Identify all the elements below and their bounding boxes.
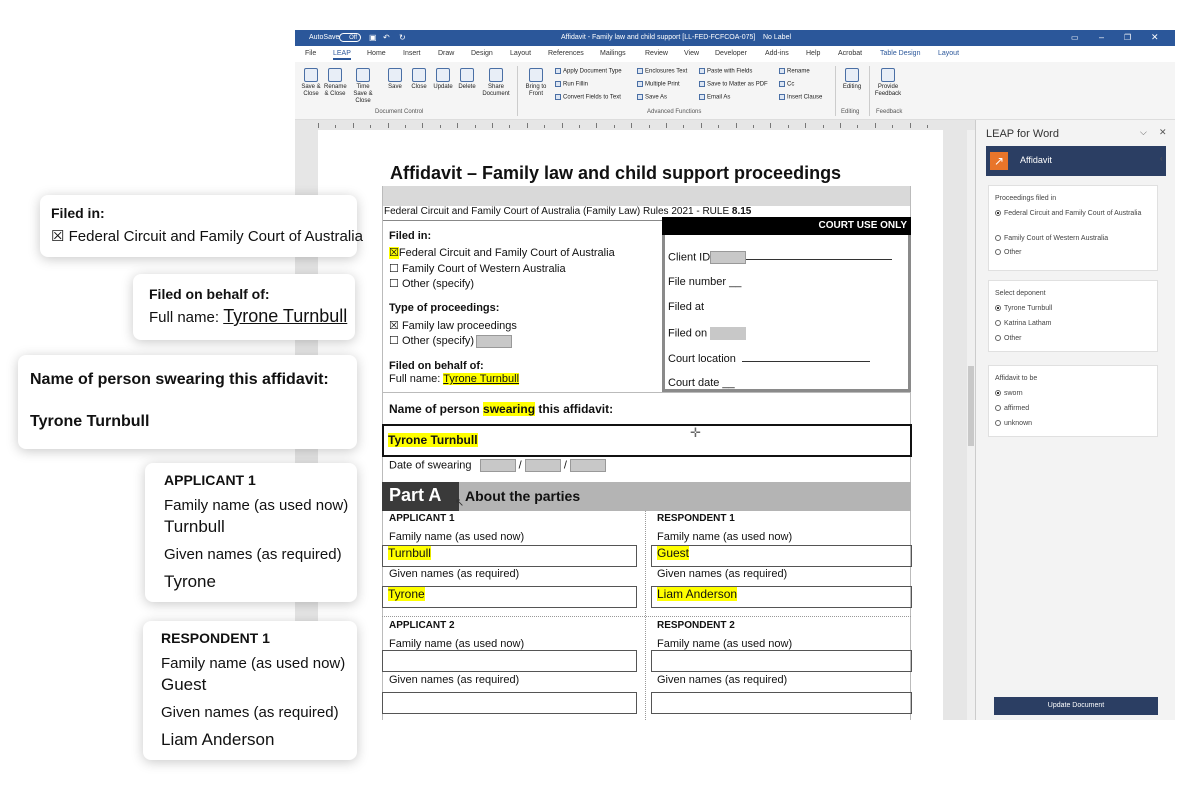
fullname-field[interactable]: Tyrone Turnbull (443, 373, 520, 385)
ruler-tick (770, 123, 771, 128)
tab-table-layout[interactable]: Layout (938, 50, 960, 57)
convert-fields-label: Convert Fields to Text (563, 94, 621, 101)
court-option-fcwa[interactable] (389, 262, 566, 275)
close-doc-icon (412, 68, 426, 82)
ruler-tick (527, 123, 528, 128)
app1-family-value (388, 546, 431, 560)
email-as-label: Email As (707, 94, 731, 101)
ruler-tick (736, 123, 737, 128)
rules-line (384, 206, 751, 217)
res1-given-text: Liam Anderson (657, 587, 738, 601)
radio-icon[interactable] (995, 320, 1001, 326)
type-option-family[interactable] (389, 319, 517, 332)
ribbon (295, 62, 1175, 120)
respondent2-heading: RESPONDENT 2 (657, 620, 735, 631)
ribbon-separator (835, 66, 836, 116)
tab-view[interactable]: View (684, 50, 700, 57)
pdf-icon (699, 81, 705, 87)
tab-references[interactable]: References (548, 50, 584, 57)
provide-feedback-button[interactable] (873, 68, 903, 98)
tab-home[interactable]: Home (367, 50, 386, 57)
ruler-tick (805, 123, 806, 128)
document-title: Affidavit - Family law and child support [LL-FED-FCFCOA-075] (561, 34, 756, 41)
rename-close-button[interactable] (324, 68, 346, 98)
tab-add-ins[interactable]: Add-ins (765, 50, 789, 57)
cc-label: Cc (787, 81, 795, 88)
proceedings-option-label: Family Court of Western Australia (1004, 235, 1109, 242)
pane-close-icon[interactable]: ✕ (1159, 127, 1167, 137)
pane-header (986, 146, 1166, 176)
paste-fields-button[interactable] (699, 68, 752, 75)
rename-close-label: Rename & Close (324, 84, 347, 97)
callout-behalf-value (149, 306, 347, 327)
ruler-tick (892, 125, 893, 128)
leap-logo-icon: ↗ (990, 152, 1008, 170)
update-document-button[interactable]: Update Document (994, 697, 1158, 715)
app2-given-label: Given names (as required) (389, 674, 520, 686)
save-pdf-button[interactable] (699, 81, 768, 88)
tab-review[interactable]: Review (645, 50, 668, 57)
sensitivity-label[interactable]: No Label (763, 34, 792, 41)
callout-app1-heading: APPLICANT 1 (164, 472, 256, 488)
rule-number: 8.15 (731, 206, 752, 217)
type-proceedings-label: Type of proceedings: (389, 302, 500, 314)
ruler-tick (544, 125, 545, 128)
ruler-tick (753, 125, 754, 128)
ruler-tick (857, 125, 858, 128)
tab-draw[interactable]: Draw (438, 50, 455, 57)
delete-icon (460, 68, 474, 82)
res1-family-label: Family name (as used now) (657, 531, 793, 543)
checkbox-checked-icon[interactable]: ☒ (389, 247, 399, 259)
affidavit-option-affirmed[interactable] (995, 405, 1029, 412)
app2-family-input[interactable] (382, 650, 637, 672)
insert-clause-label: Insert Clause (787, 94, 823, 101)
rename-close-icon (328, 68, 342, 82)
deponent-option-label: Katrina Latham (1004, 320, 1052, 327)
tab-layout[interactable]: Layout (510, 50, 532, 57)
ruler-tick (388, 123, 389, 128)
tab-acrobat[interactable]: Acrobat (838, 50, 863, 57)
save-as-button[interactable] (637, 94, 667, 101)
res1-family-input[interactable] (651, 545, 912, 567)
ruler-tick (457, 123, 458, 128)
rename-button[interactable] (779, 68, 810, 75)
editing-icon (845, 68, 859, 82)
radio-selected-icon[interactable] (995, 210, 1001, 216)
proceedings-option-fcwa[interactable] (995, 235, 1108, 242)
save-close-label: Save & Close (301, 84, 321, 97)
type-option-label: Family law proceedings (401, 320, 517, 332)
deponent-label: Select deponent (995, 290, 1046, 297)
share-document-label: Share Document (482, 84, 510, 97)
horizontal-ruler[interactable] (295, 120, 975, 130)
callout-res1-heading: RESPONDENT 1 (161, 630, 270, 646)
app1-given-value (388, 587, 425, 601)
ruler-tick (823, 125, 824, 128)
callout-filed-in-label: Filed in: (51, 205, 105, 221)
group-advanced-functions: Advanced Functions (647, 109, 702, 115)
enclosures-icon (637, 68, 643, 74)
ruler-tick (788, 125, 789, 128)
tab-file[interactable]: File (305, 50, 317, 57)
deponent-option-tyrone[interactable] (995, 305, 1052, 312)
ruler-tick (596, 123, 597, 128)
date-year-input[interactable] (570, 459, 606, 472)
ruler-tick (666, 123, 667, 128)
print-icon (637, 81, 643, 87)
bring-to-front-icon (529, 68, 543, 82)
proceedings-option-fcfca[interactable] (995, 210, 1145, 217)
swearer-name (388, 433, 478, 447)
swear-pre: Name of person (389, 402, 484, 416)
vertical-scrollbar[interactable] (967, 130, 975, 720)
filed-on-field (668, 327, 746, 340)
ruler-tick (475, 125, 476, 128)
row-divider (382, 616, 911, 617)
ruler-tick (683, 125, 684, 128)
save-as-label: Save As (645, 94, 668, 101)
close-doc-label: Close (411, 84, 427, 90)
filed-on-label: Filed on (668, 327, 708, 340)
part-a-title: About the parties (465, 488, 581, 504)
app1-given-label: Given names (as required) (389, 568, 520, 580)
save-doc-label: Save (388, 84, 402, 90)
affidavit-option-label: sworn (1004, 390, 1023, 397)
run-fillin-button[interactable] (555, 81, 588, 88)
court-date-field: Court date __ (668, 377, 735, 389)
callout-respondent1 (143, 621, 357, 760)
maximize-icon[interactable]: ❐ (1124, 33, 1132, 42)
behalf-label: Filed on behalf of: (389, 360, 484, 372)
ribbon-separator (869, 66, 870, 116)
affidavit-option-sworn[interactable] (995, 390, 1023, 397)
ruler-tick (353, 123, 354, 128)
ruler-tick (370, 125, 371, 128)
minimize-icon[interactable]: – (1099, 32, 1105, 42)
court-option-other[interactable] (389, 277, 474, 290)
ruler-tick (927, 125, 928, 128)
type-option-label: Other (specify) (401, 335, 475, 347)
paste-icon (699, 68, 705, 74)
pane-collapse-icon[interactable]: ‹ (1160, 154, 1163, 163)
date-swearing-line: Date of swearing / / (389, 459, 606, 472)
callout-swearer-label: Name of person swearing this affidavit: (30, 371, 329, 388)
rename-label: Rename (787, 68, 810, 75)
undo-icon[interactable]: ↶ (383, 33, 390, 42)
deponent-option-other[interactable] (995, 335, 1022, 342)
client-id-field (668, 251, 892, 264)
editing-button[interactable] (840, 68, 864, 91)
res1-family-text: Guest (657, 546, 690, 560)
ruler-tick (405, 125, 406, 128)
ruler-tick (562, 123, 563, 128)
deponent-option-label: Other (1004, 335, 1022, 342)
enclosures-text-button[interactable] (637, 68, 687, 75)
ruler-tick (875, 123, 876, 128)
res2-given-label: Given names (as required) (657, 674, 788, 686)
cc-button[interactable] (779, 81, 794, 88)
checkbox-checked-icon[interactable]: ☒ (389, 320, 399, 332)
ruler-tick (335, 125, 336, 128)
rules-banner (382, 186, 911, 206)
radio-icon[interactable] (995, 405, 1001, 411)
ruler-tick (614, 125, 615, 128)
autosave-label: AutoSave (309, 34, 340, 41)
bring-to-front-button[interactable] (523, 68, 549, 98)
ribbon-display-icon[interactable]: ▭ (1071, 33, 1079, 42)
tab-insert[interactable]: Insert (403, 50, 421, 57)
court-option-label: Other (specify) (401, 278, 475, 290)
feedback-icon (881, 68, 895, 82)
save-doc-button[interactable] (384, 68, 406, 91)
res1-family-value (657, 546, 689, 560)
time-save-close-button[interactable] (350, 68, 376, 105)
feedback-label: Provide Feedback (874, 84, 902, 97)
move-cursor-icon: ✛ (690, 425, 701, 440)
insert-clause-button[interactable] (779, 94, 822, 101)
callout-fullname-value: Tyrone Turnbull (223, 306, 348, 326)
date-day-input[interactable] (480, 459, 516, 472)
callout-res1-family-label: Family name (as used now) (161, 655, 346, 672)
affidavit-option-label: affirmed (1004, 405, 1030, 412)
delete-button[interactable] (456, 68, 478, 91)
callout-app1-family: Turnbull (164, 517, 225, 536)
update-label: Update (433, 84, 453, 90)
date-swearing-label: Date of swearing (389, 459, 472, 472)
ruler-tick (440, 125, 441, 128)
affidavit-type-label: Affidavit to be (995, 375, 1038, 382)
rules-text: Federal Circuit and Family Court of Australia (Family Law) Rules 2021 - RULE (384, 206, 732, 217)
deponent-option-katrina[interactable] (995, 320, 1051, 327)
ruler-tick (701, 123, 702, 128)
ruler-tick (840, 123, 841, 128)
deponent-card (988, 280, 1158, 352)
proceedings-option-label: Other (1004, 249, 1022, 256)
radio-icon[interactable] (995, 420, 1001, 426)
swear-post: this affidavit: (535, 402, 614, 416)
group-editing: Editing (841, 109, 860, 115)
ruler-tick (910, 123, 911, 128)
app2-given-input[interactable] (382, 692, 637, 714)
proceedings-card (988, 185, 1158, 271)
radio-selected-icon[interactable] (995, 305, 1001, 311)
client-id-input[interactable] (710, 251, 746, 264)
app2-family-label: Family name (as used now) (389, 638, 525, 650)
time-save-close-label: Time Save & Close (353, 84, 373, 104)
checkbox-checked-icon: ☒ (51, 228, 65, 245)
court-location-line (742, 361, 870, 362)
save-pdf-label: Save to Matter as PDF (707, 81, 768, 88)
cc-icon (779, 81, 785, 87)
filed-at-field: Filed at (668, 301, 705, 313)
court-option-label: Family Court of Western Australia (401, 263, 566, 275)
respondent1-heading: RESPONDENT 1 (657, 513, 735, 524)
callout-filed-in-value (51, 227, 363, 245)
type-option-other[interactable] (389, 334, 512, 348)
callout-res1-given-label: Given names (as required) (161, 704, 339, 721)
res1-given-label: Given names (as required) (657, 568, 788, 580)
applicant2-heading: APPLICANT 2 (389, 620, 455, 631)
court-location-field (668, 353, 870, 365)
close-window-icon[interactable]: ✕ (1151, 32, 1159, 42)
column-divider (645, 511, 646, 720)
pane-title: LEAP for Word (986, 128, 1059, 140)
part-a-label: Part A (382, 482, 459, 511)
mouse-pointer-icon: ↖ (455, 497, 465, 509)
tab-developer[interactable]: Developer (715, 50, 747, 57)
fullname-line (389, 373, 519, 385)
update-button[interactable] (432, 68, 454, 91)
email-as-button[interactable] (699, 94, 730, 101)
ribbon-separator (517, 66, 518, 116)
ruler-tick (318, 123, 319, 128)
radio-icon[interactable] (995, 249, 1001, 255)
tab-mailings[interactable]: Mailings (600, 50, 626, 57)
ruler-tick (579, 125, 580, 128)
pane-options-icon[interactable]: ⌵ (1140, 127, 1147, 137)
affidavit-type-card (988, 365, 1158, 437)
ruler-tick (492, 123, 493, 128)
leap-task-pane (975, 120, 1175, 720)
swearer-name-value: Tyrone Turnbull (388, 433, 478, 447)
app1-family-label: Family name (as used now) (389, 531, 525, 543)
callout-res1-family: Guest (161, 675, 207, 694)
filed-in-label: Filed in: (389, 230, 432, 242)
court-location-label: Court location (668, 353, 736, 365)
tab-help[interactable]: Help (806, 50, 821, 57)
callout-app1-family-label: Family name (as used now) (164, 497, 349, 514)
res2-family-label: Family name (as used now) (657, 638, 793, 650)
proceedings-label: Proceedings filed in (995, 195, 1057, 202)
apply-doc-type-button[interactable] (555, 68, 622, 75)
ruler-tick (649, 125, 650, 128)
affidavit-option-unknown[interactable] (995, 420, 1032, 427)
ruler-tick (509, 125, 510, 128)
delete-label: Delete (458, 84, 476, 90)
section-divider (382, 392, 911, 393)
save-icon[interactable]: ▣ (369, 33, 377, 42)
callout-behalf (133, 274, 355, 340)
swear-highlight: swearing (483, 402, 536, 416)
radio-icon[interactable] (995, 235, 1001, 241)
ruler-tick (718, 125, 719, 128)
clause-icon (779, 94, 785, 100)
share-icon (489, 68, 503, 82)
callout-behalf-label: Filed on behalf of: (149, 286, 270, 302)
callout-swearer-value: Tyrone Turnbull (30, 413, 150, 430)
applicant1-heading: APPLICANT 1 (389, 513, 455, 524)
enclosures-label: Enclosures Text (645, 68, 688, 75)
document-title-heading: Affidavit – Family law and child support proceedings (390, 163, 842, 183)
tab-table-design[interactable]: Table Design (880, 50, 921, 57)
redo-icon[interactable]: ↻ (399, 33, 406, 42)
court-option-label: Federal Circuit and Family Court of Australia (398, 247, 615, 259)
checkbox-icon[interactable]: ☐ (389, 263, 399, 275)
group-feedback: Feedback (876, 109, 903, 115)
scroll-thumb[interactable] (968, 366, 974, 446)
apply-type-icon (555, 68, 561, 74)
callout-app1-given-label: Given names (as required) (164, 546, 342, 563)
date-month-input[interactable] (525, 459, 561, 472)
deponent-option-label: Tyrone Turnbull (1004, 305, 1053, 312)
run-fillin-label: Run Fillin (563, 81, 589, 88)
fullname-label: Full name: (389, 373, 444, 385)
save-as-icon (637, 94, 643, 100)
app1-family-text: Turnbull (388, 546, 431, 560)
court-use-header: COURT USE ONLY (662, 217, 911, 235)
callout-app1-given: Tyrone (164, 572, 216, 591)
convert-fields-button[interactable] (555, 94, 621, 101)
close-doc-button[interactable] (408, 68, 430, 91)
res2-given-input[interactable] (651, 692, 912, 714)
client-id-line (746, 259, 892, 260)
group-document-control: Document Control (375, 109, 424, 115)
email-icon (699, 94, 705, 100)
ruler-tick (422, 123, 423, 128)
swearer-label (389, 402, 613, 416)
client-id-label: Client ID (668, 251, 711, 264)
save-close-button[interactable] (300, 68, 322, 98)
ribbon-tabs (295, 46, 1175, 62)
court-option-fcfca[interactable] (389, 246, 615, 259)
save-close-icon (304, 68, 318, 82)
callout-applicant1 (145, 463, 357, 602)
convert-fields-icon (555, 94, 561, 100)
bring-to-front-label: Bring to Front (525, 84, 547, 97)
file-number-field: File number __ (668, 276, 742, 288)
radio-icon[interactable] (995, 335, 1001, 341)
res1-given-value (657, 587, 737, 601)
multiple-print-button[interactable] (637, 81, 680, 88)
update-icon (436, 68, 450, 82)
callout-fullname-label: Full name: (149, 309, 224, 326)
editing-label: Editing (842, 84, 862, 90)
multiple-print-label: Multiple Print (645, 81, 680, 88)
share-document-button[interactable] (482, 68, 510, 98)
ruler-tick (631, 123, 632, 128)
checkbox-icon[interactable]: ☐ (389, 335, 399, 347)
tab-design[interactable]: Design (471, 50, 493, 57)
tab-leap[interactable]: LEAP (333, 50, 351, 60)
callout-swearer (18, 355, 357, 449)
checkbox-icon[interactable]: ☐ (389, 278, 399, 290)
autosave-toggle[interactable]: Off (339, 33, 361, 42)
time-save-icon (356, 68, 370, 82)
affidavit-option-label: unknown (1004, 420, 1033, 427)
proceedings-option-label: Federal Circuit and Family Court of Australia (1004, 210, 1142, 217)
run-fillin-icon (555, 81, 561, 87)
other-specify-field[interactable] (476, 335, 512, 348)
paste-fields-label: Paste with Fields (707, 68, 753, 75)
callout-court-name: Federal Circuit and Family Court of Australia (68, 228, 363, 245)
floppy-icon (388, 68, 402, 82)
apply-doc-type-label: Apply Document Type (563, 68, 622, 75)
proceedings-option-other[interactable] (995, 249, 1022, 256)
pane-header-title: Affidavit (1020, 155, 1052, 165)
radio-selected-icon[interactable] (995, 390, 1001, 396)
title-bar (295, 30, 1175, 46)
callout-res1-given: Liam Anderson (161, 730, 275, 749)
app1-given-text: Tyrone (388, 587, 425, 601)
callout-filed-in (40, 195, 363, 257)
res2-family-input[interactable] (651, 650, 912, 672)
rename-icon (779, 68, 785, 74)
filed-on-input[interactable] (710, 327, 746, 340)
